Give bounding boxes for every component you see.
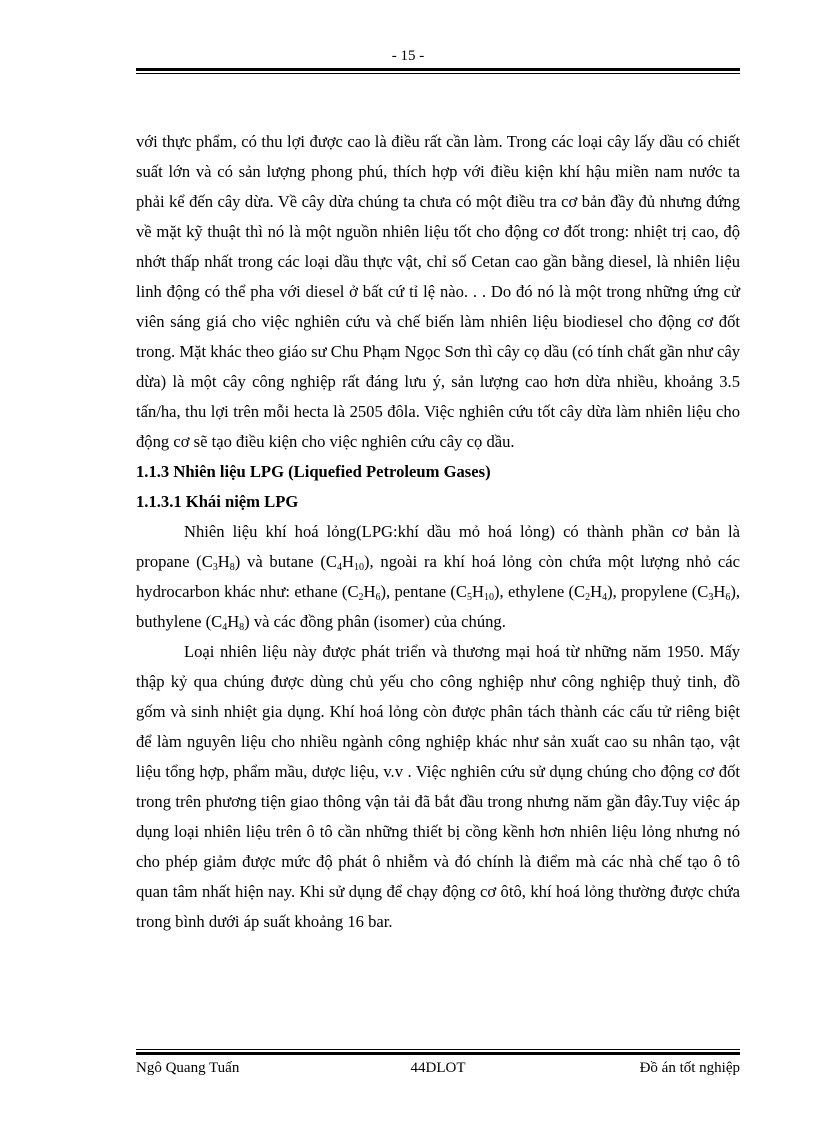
footer-rule-thin: [136, 1049, 740, 1050]
page-body: [136, 127, 740, 937]
paragraph-coconut-fuel: với thực phẩm, có thu lợi được cao là điều rất cần làm. Trong các loại cây lấy dầu có chiết suất lớn và có sản lượng phong phú, thích hợp với điều kiện khí hậu miền nam nước ta phải kể đến cây dừa. Về cây dừa chúng ta chưa có một điều tra cơ bản đầy đủ nhưng đứng về mặt kỹ thuật thì nó là một nguồn nhiên liệu tốt cho động cơ đốt trong: nhiệt trị cao, độ nhớt thấp nhất trong các loại dầu thực vật, chỉ số Cetan cao gần bằng diesel, là nhiên liệu linh động có thể pha với diesel ở bất cứ tỉ lệ nào. . . Do đó nó là một trong những ứng cử viên sáng giá cho việc nghiên cứu và chế biến làm nhiên liệu biodiesel cho động cơ đốt trong. Mặt khác theo giáo sư Chu Phạm Ngọc Sơn thì cây cọ dầu (có tính chất gần như cây dừa) là một cây công nghiệp rất đáng lưu ý, sản lượng cao hơn dừa nhiều, khoảng 3.5 tấn/ha, thu lợi trên mỗi hecta là 2505 đôla. Việc nghiên cứu tốt cây dừa làm nhiên liệu cho động cơ sẽ tạo điều kiện cho việc nghiên cứu cây cọ dầu.: [136, 132, 740, 451]
footer-class-code: 44DLOT: [410, 1060, 466, 1076]
footer-rule-thick: [136, 1052, 740, 1055]
subsection-heading-lpg-concept: 1.1.3.1 Khái niệm LPG: [136, 492, 299, 511]
header-rule-thin: [136, 73, 740, 74]
header-rule-thick: [136, 68, 740, 71]
footer-doc-type: Đồ án tốt nghiệp: [639, 1060, 740, 1076]
footer-author: Ngô Quang Tuấn: [136, 1060, 240, 1076]
paragraph-lpg-history: Loại nhiên liệu này được phát triển và thương mại hoá từ những năm 1950. Mấy thập kỷ qua chúng được dùng chủ yếu cho công nghiệp như công nghiệp thuỷ tinh, đồ gốm và sinh nhiệt gia dụng. Khí hoá lỏng còn được phân tách thành các cấu tử riêng biệt để làm nguyên liệu cho nhiều ngành công nghiệp khác như sản xuất cao su nhân tạo, vật liệu tổng hợp, phẩm mầu, dược liệu, v.v . Việc nghiên cứu sử dụng chúng cho động cơ đốt trong trên phương tiện giao thông vận tải đã bắt đầu trong nhưng năm gần đây.Tuy việc áp dụng loại nhiên liệu trên ô tô cần những thiết bị cồng kềnh hơn nhiên liệu lỏng nhưng nó cho phép giảm được mức độ phát ô nhiễm và đó chính là điểm mà các nhà chế tạo ô tô quan tâm nhất hiện nay. Khi sử dụng để chạy động cơ ôtô, khí hoá lỏng thường được chứa trong bình dưới áp suất khoảng 16 bar.: [136, 642, 740, 931]
section-heading-lpg: 1.1.3 Nhiên liệu LPG (Liquefied Petroleum Gases): [136, 462, 491, 481]
page-number: - 15 -: [391, 48, 425, 64]
paragraph-lpg-composition: Nhiên liệu khí hoá lỏng(LPG:khí dầu mỏ hoá lỏng) có thành phần cơ bản là propane $(C_3H_8)$ và butane $(C_4H_{10})$, ngoài ra khí hoá lỏng còn chứa một lượng nhỏ các hydrocarbon khác như: ethane $(C_2H_6)$, pentane $(C_5H_{10})$, ethylene $(C_2H_4)$, propylene $(C_3H_6)$, buthylene $(C_4H_8)$ và các đồng phân (isomer) của chúng.: [136, 522, 741, 633]
